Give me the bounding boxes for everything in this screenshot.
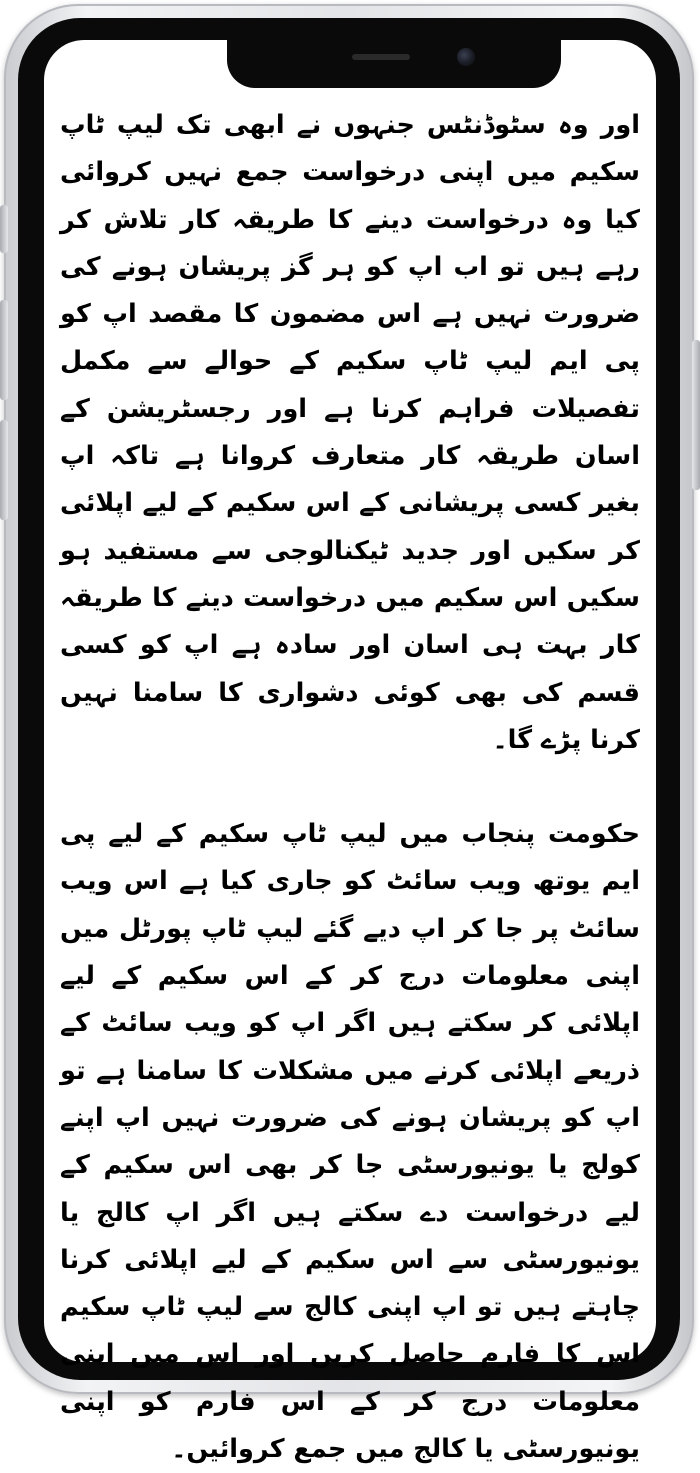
volume-down-button bbox=[0, 420, 8, 520]
volume-up-button bbox=[0, 300, 8, 400]
phone-notch bbox=[227, 40, 561, 88]
article-paragraph-1: اور وہ سٹوڈنٹس جنہوں نے ابھی تک لیپ ٹاپ سکیم میں اپنی درخواست جمع نہیں کروائی کیا وہ درخواست دینے کا طریقہ کار تلاش کر رہے ہیں تو اب اپ کو ہر گز پریشان ہونے کی ضرورت نہیں ہے اس مضمون کا مقصد اپ کو پی ایم لیپ ٹاپ سکیم کے حوالے سے مکمل تفصیلات فراہم کرنا ہے اور رجسٹریشن کے اسان طریقہ کار متعارف کروانا ہے تاکہ اپ بغیر کسی پریشانی کے اس سکیم کے لیے اپلائی کر سکیں اور جدید ٹیکنالوجی سے مستفید ہو سکیں اس سکیم میں درخواست دینے کا طریقہ کار بہت ہی اسان اور سادہ ہے اپ کو کسی قسم کی بھی کوئی دشواری کا سامنا نہیں کرنا پڑے گا۔ bbox=[60, 110, 640, 755]
phone-screen bbox=[44, 40, 656, 1465]
speaker-grille bbox=[352, 54, 410, 60]
article-body bbox=[60, 102, 640, 1473]
front-camera-icon bbox=[457, 48, 475, 66]
silent-switch bbox=[0, 205, 8, 253]
power-button bbox=[692, 340, 700, 490]
article-paragraph-2: حکومت پنجاب میں لیپ ٹاپ سکیم کے لیے پی ایم یوتھ ویب سائٹ کو جاری کیا ہے اس ویب سائٹ پر جا کر اپ دیے گئے لیپ ٹاپ پورٹل میں اپنی معلومات درج کر کے اس سکیم کے لیے اپلائی کر سکتے ہیں اگر اپ کو ویب سائٹ کے ذریعے اپلائی کرنے میں مشکلات کا سامنا ہے تو اپ کو پریشان ہونے کی ضرورت نہیں اپ اپنے کولج یا یونیورسٹی جا کر بھی اس سکیم کے لیے درخواست دے سکتے ہیں اگر اپ کالج یا یونیورسٹی سے اس سکیم کے لیے اپلائی کرنا چاہتے ہیں تو اپ اپنی کالج سے لیپ ٹاپ سکیم اس کا فارم حاصل کریں اور اس میں اپنی معلومات درج کر کے اس فارم کو اپنی یونیورسٹی یا کالج میں جمع کروائیں۔ bbox=[60, 819, 640, 1465]
